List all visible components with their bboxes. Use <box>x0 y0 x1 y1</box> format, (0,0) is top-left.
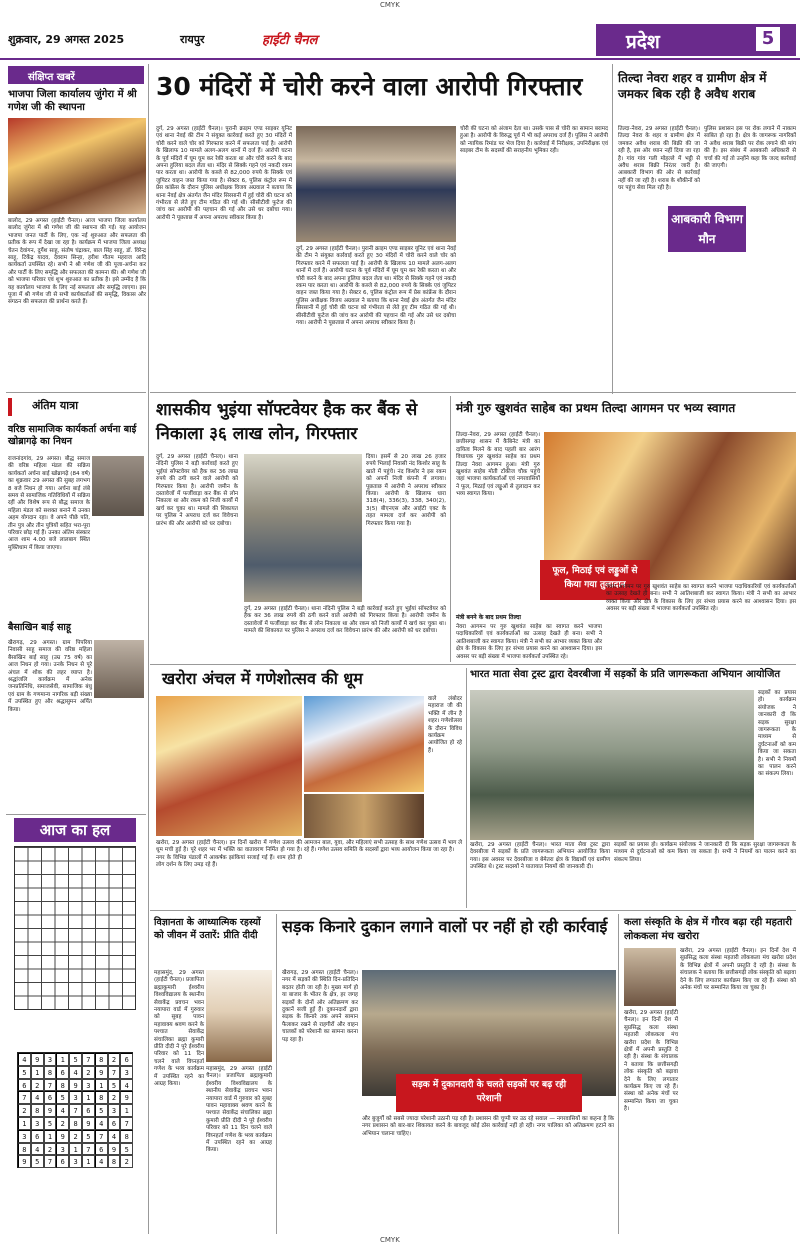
sudoku-cell: 7 <box>69 1104 82 1117</box>
sudoku-cell: 8 <box>95 1053 108 1066</box>
header-date: शुक्रवार, 29 अगस्त 2025 <box>8 33 125 46</box>
puzzle-tag: आज का हल <box>14 818 136 842</box>
road-headline: सड़क किनारे दुकान लगाने वालों पर नहीं हो रही कार्रवाई <box>282 917 608 936</box>
sudoku-cell: 8 <box>18 1143 31 1156</box>
sudoku-cell: 2 <box>56 1117 69 1130</box>
section-title: प्रदेश <box>626 31 660 53</box>
sudoku-cell: 8 <box>108 1155 121 1168</box>
sudoku-cell: 7 <box>82 1143 95 1156</box>
bank-photo <box>244 454 362 602</box>
sudoku-cell: 4 <box>95 1155 108 1168</box>
sudoku-cell: 9 <box>31 1053 44 1066</box>
theft-body-lower: दुर्ग, 29 अगस्त (हाईटी चैनल)। पुरानी क्राइम एण्ड साइबर यूनिट एवं थाना नेवई की टीम ने संयुक्त कार्रवाई करते हुए 30 मंदिरों में चोरी करने वाले चोर को गिरफ्तार करने में सफलता पाई है। आरोपी के खिलाफ 10 मामले अलग-अलग थानों में दर्ज हैं। आरोपी घटना के पूर्व मंदिरों में घूम घूम कर रेकी करता था और चोरी करने के बाद अपना हुलिया बदल लेता था। मंदिर से सिक्के गहने एवं नकदी रकम पार करता था। आरोपी के कब्जे से 82,000 रुपये के सिक्के एवं जुपिटर वाहन जब्त किया गया है। सेक्टर 6, पुलिस कंट्रोल रूम में प्रेस कांफ्रेंस के दौरान पुलिस अधीक्षक विजय अग्रवाल ने बताया कि थाना नेवई क्षेत्र अंतर्गत जैन मंदिर सिरसानी में हुई चोरी की घटना को गंभीरता से लेते हुए टीम गठित की गई थी। सीसीटीवी फुटेज की जांच कर आरोपी की पहचान की गई और उसे धर दबोचा गया। आरोपी ने पूछताछ में अपना अपराध स्वीकार किया है। <box>296 246 458 327</box>
page-number: 5 <box>756 27 780 51</box>
road-body2: और बुजुर्गों को सबसे ज्यादा परेशानी उठानी पड़ रही है। प्रशासन की चुप्पी पर उठ रहे सवाल — नगरवासियों का कहना है कि नगर प्रशासन को बार-बार शिकायत करने के बावजूद कोई ठोस कार्रवाई नहीं हो रही। नगर पालिका को अतिक्रमण हटाने का अभियान चलाना चाहिए। <box>362 1116 616 1137</box>
obit2-headline: बैसाखिन बाई साहू <box>8 622 71 633</box>
sudoku-cell: 6 <box>108 1117 121 1130</box>
trust-body2: सड़कों का प्रयास हो। कार्यक्रम संयोजक ने जानकारी दी कि सड़क सुरक्षा जागरूकता के माध्यम से दुर्घटनाओं को कम किया जा सकता है। सभी ने नियमों का पालन करने का संकल्प लिया। <box>614 842 798 863</box>
sudoku-cell: 8 <box>69 1117 82 1130</box>
page-header <box>0 22 800 60</box>
sudoku-cell: 9 <box>95 1066 108 1079</box>
sudoku-cell: 6 <box>56 1066 69 1079</box>
sudoku-cell: 5 <box>44 1117 57 1130</box>
sudoku-cell: 4 <box>56 1104 69 1117</box>
theft-headline: 30 मंदिरों में चोरी करने वाला आरोपी गिरफ्तार <box>156 72 583 101</box>
mantri-body: तिल्दा-नेवरा, 29 अगस्त (हाईटी चैनल)। छत्तीसगढ़ शासन में कैबिनेट मंत्री का दायित्व मिलने के बाद पहली बार आरंग विधायक गुरु खुशवंत साहेब का प्रथम तिल्दा नेवरा आगमन हुआ। मंत्री गुरु खुशवंत साहेब मोती टॉकीज चौक पहुंचे जहां भाजपा कार्यकर्ताओं एवं नगरवासियों ने फूल, मिठाई एवं लड्डुओं से तुलादान कर भव्य स्वागत किया। <box>456 432 542 498</box>
sudoku-cell: 1 <box>95 1079 108 1092</box>
cmyk-bottom: CMYK <box>380 1236 400 1244</box>
sudoku-cell: 1 <box>82 1091 95 1104</box>
bank-headline: शासकीय भुइंया सॉफ्टवेयर हैक कर बैंक से निकाला ३६ लाख लोन, गिरफ्तार <box>156 400 418 444</box>
sudoku-cell: 2 <box>18 1104 31 1117</box>
sudoku-cell: 1 <box>56 1053 69 1066</box>
sudoku-cell: 1 <box>120 1104 133 1117</box>
brief1-headline: भाजपा जिला कार्यालय जुंगेरा में श्री गणेश जी की स्थापना <box>8 89 137 113</box>
mantri-sub: मंत्री बनने के बाद प्रथम तिल्दा <box>456 614 521 621</box>
sudoku-cell: 4 <box>95 1117 108 1130</box>
ganesh-photo-1 <box>156 696 302 836</box>
sudoku-cell: 8 <box>95 1091 108 1104</box>
vipassana-body2: महासमुंद, 29 अगस्त (हाईटी चैनल)। प्रजापिता ब्रह्माकुमारी ईश्वरीय विश्वविद्यालय के स्थानीय सेवाकेंद्र प्रवचन भवन नयापारा वार्ड में गुरुवार को सुबह पावन महावाक्य श्रवण करने के पश्चात सेवाकेंद्र संचालिका ब्रह्मा कुमारी प्रीति दीदी ने पूरे ईश्वरीय परिवार को 11 दिन चलने वाले विघ्नहर्ता गणेश के भव्य कार्यक्रम में उपस्थित रहने का आग्रह किया। <box>206 1066 274 1154</box>
sudoku-cell: 2 <box>108 1091 121 1104</box>
ganesh-body: खरोरा, 29 अगस्त (हाईटी चैनल)। इन दिनों खरोरा में गणेश उत्सव की धूम मची हुई है। पूरे शहर भर में भक्ति का वातावरण निर्मित हो गया है। नगर के विभिन्न पंडालों में आकर्षक झांकियां सजाई गई हैं। शाम होते ही लोग दर्शन के लिए उमड़ रहे हैं। <box>156 840 304 869</box>
sudoku-cell: 6 <box>82 1104 95 1117</box>
sudoku-cell: 7 <box>44 1079 57 1092</box>
sudoku-cell: 7 <box>120 1117 133 1130</box>
sudoku-cell: 8 <box>44 1066 57 1079</box>
sudoku-cell: 5 <box>31 1155 44 1168</box>
obit2-body: खैरागढ़, 29 अगस्त। ग्राम पिपरिया निवासी साहू समाज की वरिष्ठ महिला बैसाखिन बाई साहू (उम्र 75 वर्ष) का आज निधन हो गया। उनके निधन से पूरे अंचल में शोक की लहर व्याप्त है। श्रद्धांजलि कार्यक्रम में अनेक जनप्रतिनिधि, समाजसेवी, सामाजिक बंधु एवं ग्राम के गणमान्य नागरिक बड़ी संख्या में उपस्थित हुए और श्रद्धासुमन अर्पित किया। <box>8 640 94 713</box>
sudoku-cell: 3 <box>120 1066 133 1079</box>
kala-photo <box>624 948 676 1006</box>
obit2-photo <box>94 640 144 698</box>
kala-headline: कला संस्कृति के क्षेत्र में गौरव बढ़ा रही महतारी लोककला मंच खरोरा <box>624 917 792 942</box>
sudoku-cell: 2 <box>44 1143 57 1156</box>
sudoku-cell: 3 <box>56 1143 69 1156</box>
sudoku-cell: 9 <box>69 1079 82 1092</box>
crossword-grid <box>14 846 136 1010</box>
sudoku-cell: 8 <box>56 1079 69 1092</box>
sudoku-cell: 4 <box>31 1143 44 1156</box>
sudoku-cell: 3 <box>31 1117 44 1130</box>
liquor-body: तिल्दा-नेवरा, 29 अगस्त (हाईटी चैनल)। तिल्दा नेवरा के शहर व ग्रामीण क्षेत्र में जमकर अवैध शराब की बिक्री की जा रही है, इस ओर ध्यान नहीं दिया जा रहा है। गांव गांव गली मोहल्ले में भट्ठी से अवैध शराब बिक्री निरंतर जारी है। आबकारी विभाग की ओर से कार्रवाई नहीं की जा रही है। शराब के शौकीनों को घर पहुंच सेवा मिल रही है। <box>618 126 702 192</box>
sudoku-cell: 5 <box>108 1079 121 1092</box>
sudoku-cell: 3 <box>69 1155 82 1168</box>
ganesh-side: वाले लंबोदर महाराज जी की भक्ति में लीन है शहर। गणेशोत्सव के दौरान विविध कार्यक्रम आयोजित हो रहे हैं। <box>428 696 464 754</box>
sudoku-cell: 4 <box>18 1053 31 1066</box>
sudoku-cell: 3 <box>44 1053 57 1066</box>
sudoku-cell: 5 <box>69 1053 82 1066</box>
sudoku-cell: 6 <box>120 1053 133 1066</box>
sudoku-cell: 9 <box>120 1091 133 1104</box>
mantri-headline: मंत्री गुरु खुशवंत साहेब का प्रथम तिल्दा आगमन पर भव्य स्वागत <box>456 401 736 415</box>
kala-body2: खरोरा, 29 अगस्त (हाईटी चैनल)। इन दिनों देश में सुप्रसिद्ध कला संस्था महतारी लोककला मंच खरोरा प्रदेश के विभिन्न क्षेत्रों में अपनी प्रस्तुति दे रही है। संस्था के संचालक ने बताया कि छत्तीसगढ़ी लोक संस्कृति को बढ़ावा देने के लिए लगातार कार्यक्रम किए जा रहे हैं। संस्था को अनेक मंचों पर सम्मानित किया जा चुका है। <box>624 1010 680 1113</box>
sudoku-cell: 7 <box>18 1091 31 1104</box>
sudoku-cell: 2 <box>31 1079 44 1092</box>
sudoku-cell: 1 <box>18 1117 31 1130</box>
trust-headline: भारत माता सेवा ट्रस्ट द्वारा देवरबीजा में सड़कों के प्रति जागरूकता अभियान आयोजित <box>470 669 781 680</box>
theft-body: दुर्ग, 29 अगस्त (हाईटी चैनल)। पुरानी क्राइम एण्ड साइबर यूनिट एवं थाना नेवई की टीम ने संयुक्त कार्रवाई करते हुए 30 मंदिरों में चोरी करने वाले चोर को गिरफ्तार करने में सफलता पाई है। आरोपी के खिलाफ 10 मामले अलग-अलग थानों में दर्ज हैं। आरोपी घटना के पूर्व मंदिरों में घूम घूम कर रेकी करता था और चोरी करने के बाद अपना हुलिया बदल लेता था। मंदिर से सिक्के गहने एवं नकदी रकम पार करता था। आरोपी के कब्जे से 82,000 रुपये के सिक्के एवं जुपिटर वाहन जब्त किया गया है। सेक्टर 6, पुलिस कंट्रोल रूम में प्रेस कांफ्रेंस के दौरान पुलिस अधीक्षक विजय अग्रवाल ने बताया कि थाना नेवई क्षेत्र अंतर्गत जैन मंदिर सिरसानी में हुई चोरी की घटना को गंभीरता से लेते हुए टीम गठित की गई थी। सीसीटीवी फुटेज की जांच कर आरोपी की पहचान की गई और उसे धर दबोचा गया। आरोपी ने पूछताछ में अपना अपराध स्वीकार किया है। <box>156 126 294 221</box>
trust-body: खरोरा, 29 अगस्त (हाईटी चैनल)। भारत माता सेवा ट्रस्ट द्वारा देवरबीजा में सड़कों के प्रति जागरूकता अभियान आयोजित किया गया। इस अवसर पर देवरबीजा व बेमेतरा क्षेत्र के विद्यार्थी एवं ग्रामीण उपस्थित थे। ट्रस्ट सदस्यों ने यातायात नियमों की जानकारी दी। <box>470 842 612 871</box>
vipassana-body: महासमुंद, 29 अगस्त (हाईटी चैनल)। प्रजापिता ब्रह्माकुमारी ईश्वरीय विश्वविद्यालय के स्थानीय सेवाकेंद्र प्रवचन भवन नयापारा वार्ड में गुरुवार को सुबह पावन महावाक्य श्रवण करने के पश्चात सेवाकेंद्र संचालिका ब्रह्मा कुमारी प्रीति दीदी ने पूरे ईश्वरीय परिवार को 11 दिन चलने वाले विघ्नहर्ता गणेश के भव्य कार्यक्रम में उपस्थित रहने का आग्रह किया। <box>154 970 206 1088</box>
sudoku-cell: 6 <box>31 1130 44 1143</box>
sudoku-cell: 6 <box>44 1091 57 1104</box>
brief1-body: बालोद, 29 अगस्त (हाईटी चैनल)। आज भाजपा जिला कार्यालय बालोद जुंगेरा में श्री गणेश जी की स्थापना की गई। यह आयोजन भाजपा जनत पार्टी के लिए, एक नई शुरुआत और सफलता की प्रतीक के रूप में देखा जा रहा है। कार्यक्रम में भाजपा जिला अध्यक्ष चेतन देवांगन, दुर्गेश साहू, संतोष चंद्राकर, बाल सिंह साहू, डॉ. विरेन्द्र साहू, टिकेंद्र यादव, देवराम सिन्हा, हरीश गौतम महराज आदि कार्यकर्ता उपस्थित रहे। सभी ने श्री गणेश जी की पूजा-अर्चना कर और पार्टी के लिए समृद्धि और सफलता की कामना की। श्री गणेश जी को भाजपा परिवार एवं शुभ शुरुआत का प्रतीक है। इसे उम्मीद है कि यह कार्यालय भाजपा के लिए नई सफलता और समृद्धि लाएगा। इस पूजा में श्री गणेश जी से सभी कार्यकर्ताओं की समृद्धि, विकास और संगठन की सफलता की प्रार्थना करते हैं। <box>8 218 148 306</box>
bank-body: दुर्ग, 29 अगस्त (हाईटी चैनल)। थाना नंदिनी पुलिस ने बड़ी कार्रवाई करते हुए भुईयां सॉफ्टवेयर को हैक कर 36 लाख रुपये की ठगी करने वाले आरोपी को गिरफ्तार किया है। आरोपी जमीन के दस्तावेजों में फर्जीवाड़ा कर बैंक से लोन निकाला था और रकम को निजी कार्यों में खर्च कर चुका था। मामले की शिकायत पर पुलिस ने अपराध दर्ज कर विवेचना प्रारंभ की और आरोपी को धर दबोचा। <box>156 454 240 527</box>
liquor-box: आबकारी विभाग मौन <box>668 206 746 252</box>
sudoku-cell: 2 <box>69 1130 82 1143</box>
mantri-photo <box>544 432 796 580</box>
sudoku-grid <box>17 1052 133 1168</box>
sudoku-cell: 8 <box>31 1104 44 1117</box>
liquor-headline: तिल्दा नेवरा शहर व ग्रामीण क्षेत्र में जमकर बिक रही है अवैध शराब <box>618 71 767 101</box>
ganesh-photo-2 <box>304 696 424 792</box>
sudoku-cell: 4 <box>120 1079 133 1092</box>
sudoku-cell: 3 <box>69 1091 82 1104</box>
sudoku-cell: 3 <box>108 1104 121 1117</box>
section-banner <box>596 24 796 56</box>
sudoku-cell: 6 <box>95 1143 108 1156</box>
sudoku-cell: 6 <box>18 1079 31 1092</box>
theft-photo <box>296 126 456 242</box>
obit1-headline: वरिष्ठ सामाजिक कार्यकर्ता अर्चना बाई खोब्रागढ़े का निधन <box>8 424 137 447</box>
sudoku-cell: 5 <box>56 1091 69 1104</box>
sudoku-cell: 8 <box>120 1130 133 1143</box>
sudoku-cell: 4 <box>31 1091 44 1104</box>
sudoku-cell: 7 <box>82 1053 95 1066</box>
ganesh-photo-3 <box>304 794 424 838</box>
sudoku-cell: 5 <box>120 1143 133 1156</box>
sudoku-cell: 7 <box>44 1155 57 1168</box>
sudoku-cell: 1 <box>82 1155 95 1168</box>
sudoku-cell: 6 <box>56 1155 69 1168</box>
ganesh-body2: आमजन बाल, युवा, और महिलाएं सभी उत्साह के साथ गणेश उत्सव में भाग ले रहे हैं। गणेश उत्सव समिति के सदस्यों द्वारा भव्य आयोजन किया जा रहा है। <box>304 840 464 854</box>
obit1-body: राजनांदगांव, 29 अगस्त। बौद्ध समाज की वरिष्ठ महिला मंडल की सक्रिय कार्यकर्ता अर्चना बाई खोब्रागढ़े (84 वर्ष) का शुक्रवार 29 अगस्त की सुबह लगभग 8 बजे निधन हो गया। अर्चना बाई लंबे समय से सामाजिक गतिविधियों में सक्रिय रहीं और विशेष रूप से बौद्ध समाज के महिला मंडल को सशक्त बनाने में उनका अहम योगदान रहा। वे अपने पीछे पति, तीन पुत्र और तीन पुत्रियों सहित भरा-पूरा परिवार छोड़ गई हैं। उनका अंतिम संस्कार आज शाम 4.00 बजे लालबाग स्थित मुक्तिधाम में किया जाएगा। <box>8 456 92 551</box>
brief1-photo <box>8 118 146 214</box>
sudoku-cell: 1 <box>31 1066 44 1079</box>
sudoku-cell: 3 <box>82 1079 95 1092</box>
road-caption: सड़क में दुकानदारी के चलते सड़कों पर बढ़ रही परेशानी <box>396 1074 582 1112</box>
trust-side: सड़कों का प्रयास हो। कार्यक्रम संयोजक ने जानकारी दी कि सड़क सुरक्षा जागरूकता के माध्यम से दुर्घटनाओं को कम किया जा सकता है। सभी ने नियमों का पालन करने का संकल्प लिया। <box>758 690 798 778</box>
sudoku-cell: 9 <box>44 1104 57 1117</box>
sudoku-cell: 5 <box>18 1066 31 1079</box>
sudoku-cell: 1 <box>44 1130 57 1143</box>
kala-body: खरोरा, 29 अगस्त (हाईटी चैनल)। इन दिनों देश में सुप्रसिद्ध कला संस्था महतारी लोककला मंच खरोरा प्रदेश के विभिन्न क्षेत्रों में अपनी प्रस्तुति दे रही है। संस्था के संचालक ने बताया कि छत्तीसगढ़ी लोक संस्कृति को बढ़ावा देने के लिए लगातार कार्यक्रम किए जा रहे हैं। संस्था को अनेक मंचों पर सम्मानित किया जा चुका है। <box>680 948 798 992</box>
bank-body2: दिया। इसमें से 20 लाख 26 हजार रुपये भिलाई निवासी नंद किशोर साहू के खाते में पहुंचे। नंद किशोर ने इस रकम को अपनी निजी कंपनी में लगाया। पूछताछ में आरोपी ने अपराध स्वीकार किया। आरोपी के खिलाफ धारा 318(4), 336(3), 338, 340(2), 3(5) बीएनएस और आईटी एक्ट के तहत मामला दर्ज कर आरोपी को गिरफ्तार किया गया है। <box>366 454 448 527</box>
sudoku-cell: 2 <box>108 1053 121 1066</box>
sudoku-cell: 5 <box>95 1104 108 1117</box>
mantri-body3: नेवरा आगमन पर गुरु खुशवंत साहेब का स्वागत करने भाजपा पदाधिकारियों एवं कार्यकर्ताओं का उत्साह देखते ही बना। सभी ने आतिशबाजी कर स्वागत किया। मंत्री ने सभी का आभार व्यक्त किया और क्षेत्र के विकास के लिए हर संभव प्रयास करने का आश्वासन दिया। इस अवसर पर बड़ी संख्या में भाजपा कार्यकर्ता उपस्थित रहे। <box>606 584 798 613</box>
bank-body3: दुर्ग, 29 अगस्त (हाईटी चैनल)। थाना नंदिनी पुलिस ने बड़ी कार्रवाई करते हुए भुईयां सॉफ्टवेयर को हैक कर 36 लाख रुपये की ठगी करने वाले आरोपी को गिरफ्तार किया है। आरोपी जमीन के दस्तावेजों में फर्जीवाड़ा कर बैंक से लोन निकाला था और रकम को निजी कार्यों में खर्च कर चुका था। मामले की शिकायत पर पुलिस ने अपराध दर्ज कर विवेचना प्रारंभ की और आरोपी को धर दबोचा। <box>244 606 448 635</box>
brand-logo: हाईटी चैनल <box>262 33 318 48</box>
trust-photo <box>470 690 754 840</box>
sudoku-cell: 3 <box>18 1130 31 1143</box>
briefs-tag: संक्षिप्त खबरें <box>8 66 144 84</box>
sudoku-cell: 9 <box>108 1143 121 1156</box>
sudoku-cell: 2 <box>120 1155 133 1168</box>
vipassana-headline: विज्ञानता के आध्यात्मिक रहस्यों को जीवन में उतारें: प्रीति दीदी <box>154 917 261 941</box>
ganesh-headline: खरोरा अंचल में गणेशोत्सव की धूम <box>162 669 363 688</box>
sudoku-cell: 4 <box>108 1130 121 1143</box>
cmyk-top: CMYK <box>380 1 400 9</box>
vipassana-photo <box>206 970 272 1062</box>
sudoku-cell: 9 <box>82 1117 95 1130</box>
mantri-body2: नेवरा आगमन पर गुरु खुशवंत साहेब का स्वागत करने भाजपा पदाधिकारियों एवं कार्यकर्ताओं का उत्साह देखते ही बना। सभी ने आतिशबाजी कर स्वागत किया। मंत्री ने सभी का आभार व्यक्त किया और क्षेत्र के विकास के लिए हर संभव प्रयास करने का आश्वासन दिया। इस अवसर पर बड़ी संख्या में भाजपा कार्यकर्ता उपस्थित रहे। <box>456 624 604 660</box>
sudoku-cell: 2 <box>82 1066 95 1079</box>
theft-body-cont: चोरी की घटना को अंजाम देता था। उसके पास से चोरी का सामान बरामद हुआ है। आरोपी के विरुद्ध पूर्व में भी कई अपराध दर्ज हैं। पुलिस ने आरोपी को न्यायिक रिमांड पर भेज दिया है। कार्रवाई में निरीक्षक, उपनिरीक्षक एवं साइबर टीम के सदस्यों की सराहनीय भूमिका रही। <box>460 126 610 155</box>
sudoku-cell: 9 <box>18 1155 31 1168</box>
obit1-photo <box>92 456 144 516</box>
sudoku-cell: 9 <box>56 1130 69 1143</box>
liquor-body2: पुलिस प्रशासन इस पर रोक लगाने में नाकाम साबित हो रहा है। क्षेत्र के जागरूक नागरिकों ने अवैध शराब बिक्री पर रोक लगाने की मांग की है। इस संबंध में आबकारी अधिकारी से चर्चा की गई तो उन्होंने कहा कि जल्द कार्रवाई की जाएगी। <box>704 126 798 170</box>
sudoku-cell: 1 <box>69 1143 82 1156</box>
road-body: खैरागढ़, 29 अगस्त (हाईटी चैनल)। नगर में सड़कों की स्थिति दिन-प्रतिदिन बदतर होती जा रही है। मुख्य मार्ग हो या बाजार के भीतर के क्षेत्र, हर जगह सड़कों के दोनों ओर अतिक्रमण कर दुकानें सजी हुई हैं। दुकानदारों द्वारा सड़क के किनारे तक अपने सामान फैलाकर रखने से राहगीरों और वाहन चालकों को परेशानी का सामना करना पड़ रहा है। <box>282 970 360 1043</box>
sudoku-cell: 7 <box>108 1066 121 1079</box>
obit-tag: अंतिम यात्रा <box>8 398 144 416</box>
mantri-caption: फूल, मिठाई एवं लड्डुओं से किया गया तुलादान <box>540 560 650 600</box>
sudoku-cell: 4 <box>69 1066 82 1079</box>
header-city: रायपुर <box>180 33 205 46</box>
sudoku-cell: 7 <box>95 1130 108 1143</box>
sudoku-cell: 5 <box>82 1130 95 1143</box>
